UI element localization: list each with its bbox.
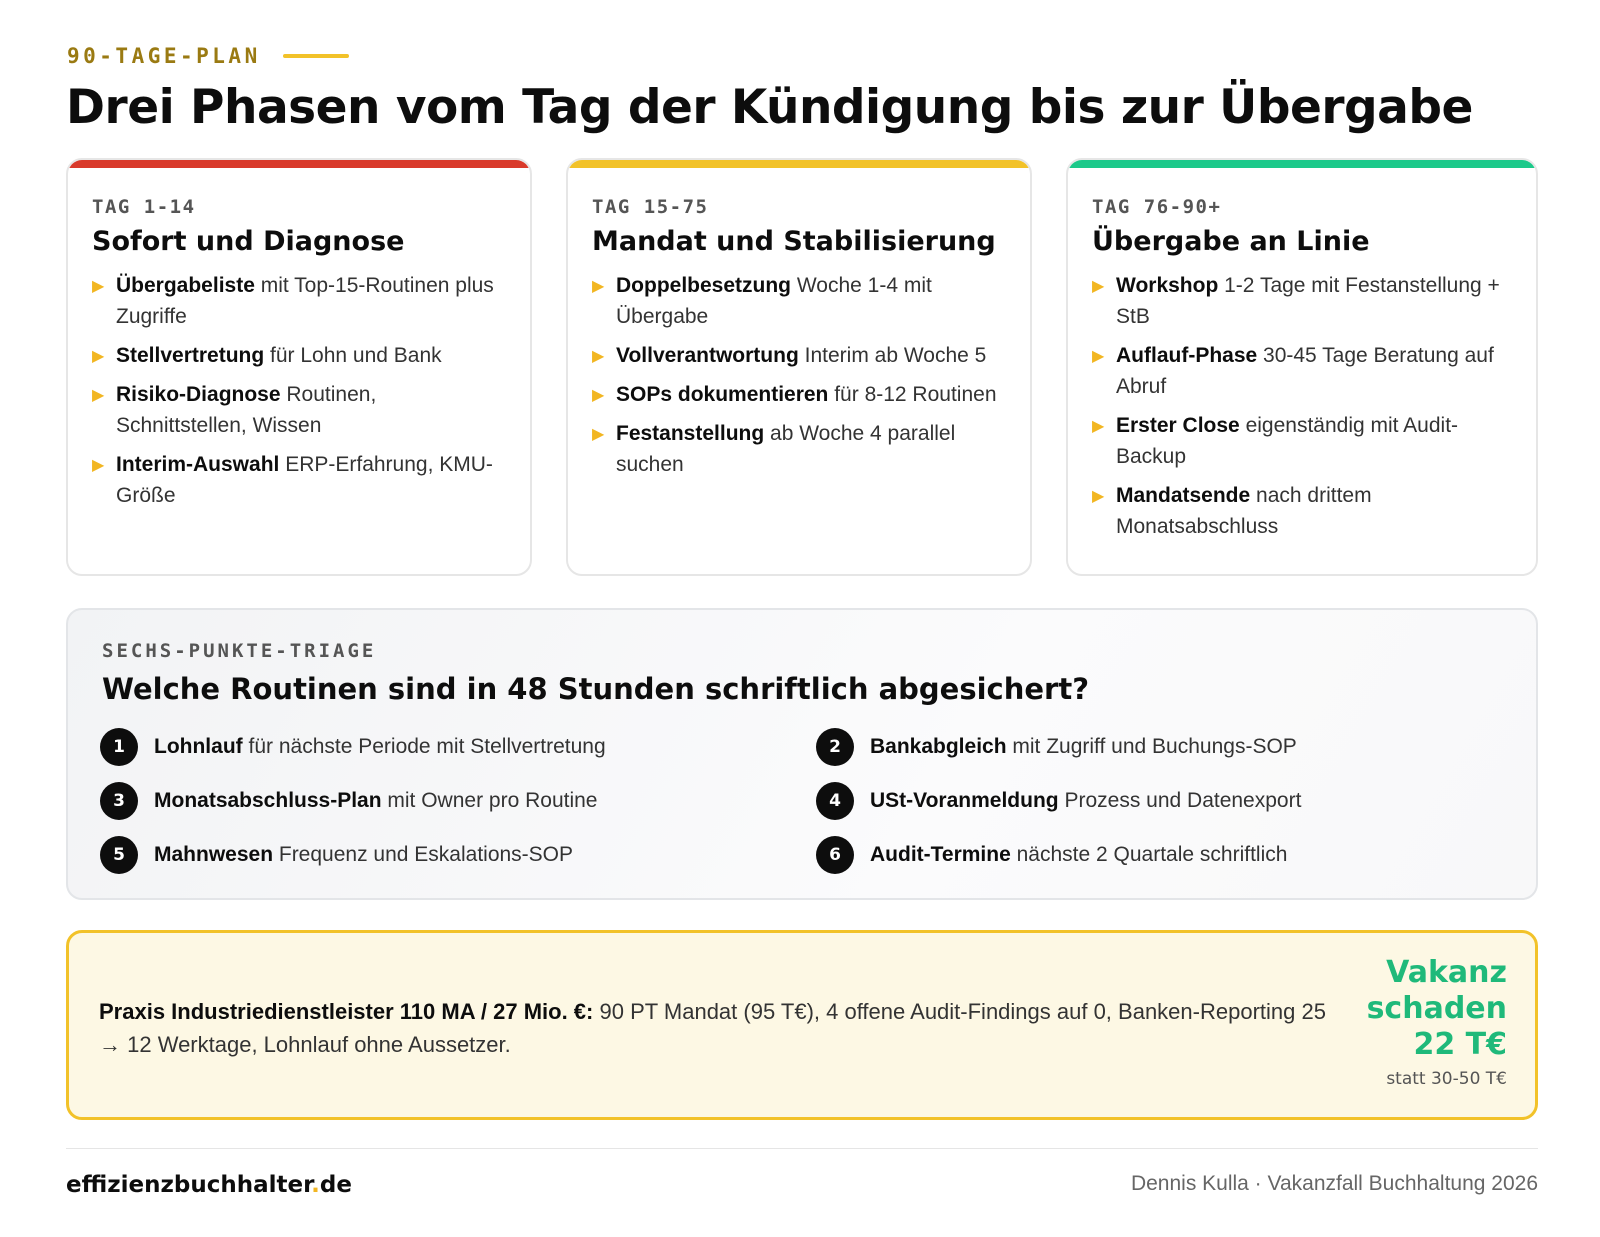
eyebrow-row [67,44,349,68]
item-keyword: Vollverantwortung [616,344,799,367]
triangle-bullet-icon: ▶ [592,278,605,295]
number-badge: 6 [816,836,854,874]
item-keyword: Monatsabschluss-Plan [154,789,382,812]
list-item [92,340,510,371]
list-item [92,449,510,511]
item-keyword: Risiko-Diagnose [116,383,281,406]
item-text: für nächste Periode mit Stellvertretung [242,735,606,758]
triage-item-text [870,789,1301,813]
item-text: 1-2 Tage mit Festanstellung + StB [1116,274,1500,328]
triangle-bullet-icon: ▶ [1092,278,1105,295]
item-text: Frequenz und Eskalations-SOP [273,843,574,866]
triage-item-2 [816,728,1297,766]
case-body: 90 PT Mandat (95 T€), 4 offene Audit-Findings auf 0, Banken-Reporting 25 → 12 Werktage, Lohnlauf ohne Aussetzer. [99,999,1326,1057]
triage-item-text [154,789,597,813]
phase-list [592,270,1010,488]
list-item [1092,410,1516,472]
brand-tld: de [319,1172,352,1198]
stat-line: Vakanz [1386,955,1507,990]
item-keyword: USt-Voranmeldung [870,789,1059,812]
triage-item-6 [816,836,1287,874]
number-badge: 3 [100,782,138,820]
item-text: Prozess und Datenexport [1058,789,1302,812]
list-item [592,418,1010,480]
triage-item-text [154,843,573,867]
phase-title: Sofort und Diagnose [92,226,405,257]
item-keyword: Lohnlauf [154,735,243,758]
triage-item-4 [816,782,1301,820]
triangle-bullet-icon: ▶ [592,348,605,365]
triage-title: Welche Routinen sind in 48 Stunden schriftlich abgesichert? [102,672,1090,706]
case-text [99,995,1329,1061]
phase-card-2 [566,158,1032,576]
item-text: eigenständig mit Audit-Backup [1116,414,1459,468]
item-text: für Lohn und Bank [264,344,442,367]
triangle-bullet-icon: ▶ [1092,348,1105,365]
triangle-bullet-icon: ▶ [592,387,605,404]
triage-item-text [870,843,1287,867]
triangle-bullet-icon: ▶ [1092,418,1105,435]
stat-comparison: statt 30-50 T€ [1386,1069,1507,1089]
item-keyword: Doppelbesetzung [616,274,792,297]
number-badge: 4 [816,782,854,820]
triangle-bullet-icon: ▶ [92,278,105,295]
list-item [592,340,1010,371]
item-text: mit Owner pro Routine [381,789,598,812]
list-item [92,270,510,332]
item-keyword: Bankabgleich [870,735,1007,758]
phase-list [1092,270,1516,550]
item-keyword: Workshop [1116,274,1219,297]
phase-color-bar [566,158,1032,168]
triage-item-5 [100,836,573,874]
triage-eyebrow: SECHS-PUNKTE-TRIAGE [102,640,377,662]
brand-dot: . [311,1172,320,1198]
item-keyword: Übergabeliste [116,274,255,297]
item-keyword: Mahnwesen [154,843,274,866]
list-item [92,379,510,441]
triangle-bullet-icon: ▶ [592,426,605,443]
item-keyword: Mandatsende [1116,484,1251,507]
case-heading: Praxis Industriedienstleister 110 MA / 27 Mio. €: [99,999,594,1024]
item-text: nach drittem Monatsabschluss [1116,484,1372,538]
triage-item-1 [100,728,606,766]
triangle-bullet-icon: ▶ [1092,488,1105,505]
triage-panel [66,608,1538,900]
phase-list [92,270,510,519]
triangle-bullet-icon: ▶ [92,387,105,404]
number-badge: 1 [100,728,138,766]
page-title: Drei Phasen vom Tag der Kündigung bis zur Übergabe [66,80,1473,135]
phase-color-bar [1066,158,1538,168]
item-text: ab Woche 4 parallel suchen [616,422,956,476]
number-badge: 2 [816,728,854,766]
phase-color-bar [66,158,532,168]
item-keyword: SOPs dokumentieren [616,383,829,406]
phase-day-range: TAG 1-14 [92,196,196,218]
item-keyword: Festanstellung [616,422,765,445]
item-text: nächste 2 Quartale schriftlich [1010,843,1288,866]
brand-name: effizienzbuchhalter [66,1172,312,1198]
item-text: mit Zugriff und Buchungs-SOP [1006,735,1297,758]
triangle-bullet-icon: ▶ [92,348,105,365]
case-study-box [66,930,1538,1120]
footer-divider [66,1148,1538,1149]
phase-day-range: TAG 15-75 [592,196,709,218]
list-item [1092,480,1516,542]
eyebrow-label: 90-TAGE-PLAN [67,44,261,68]
triage-item-text [154,735,606,759]
stat-line: schaden [1366,991,1507,1026]
list-item [592,270,1010,332]
item-text: Interim ab Woche 5 [798,344,987,367]
phase-title: Mandat und Stabilisierung [592,226,996,257]
phase-card-3 [1066,158,1538,576]
brand-logo [66,1172,352,1198]
phase-card-1 [66,158,532,576]
item-keyword: Audit-Termine [870,843,1011,866]
item-text: ERP-Erfahrung, KMU-Größe [116,453,493,507]
item-text: für 8-12 Routinen [828,383,997,406]
triage-item-3 [100,782,597,820]
triangle-bullet-icon: ▶ [92,457,105,474]
item-text: Woche 1-4 mit Übergabe [616,274,932,328]
item-keyword: Auflauf-Phase [1116,344,1258,367]
item-keyword: Erster Close [1116,414,1240,437]
item-text: 30-45 Tage Beratung auf Abruf [1116,344,1494,398]
vacancy-cost-stat [1367,955,1507,1063]
eyebrow-divider [283,54,349,58]
phase-day-range: TAG 76-90+ [1092,196,1222,218]
item-text: Routinen, Schnittstellen, Wissen [116,383,377,437]
number-badge: 5 [100,836,138,874]
triage-item-text [870,735,1297,759]
footer-credit: Dennis Kulla · Vakanzfall Buchhaltung 2026 [1130,1172,1538,1195]
phase-title: Übergabe an Linie [1092,226,1370,257]
list-item [1092,270,1516,332]
stat-value: 22 T€ [1413,1027,1507,1062]
item-text: mit Top-15-Routinen plus Zugriffe [116,274,494,328]
item-keyword: Interim-Auswahl [116,453,280,476]
item-keyword: Stellvertretung [116,344,265,367]
list-item [1092,340,1516,402]
list-item [592,379,1010,410]
